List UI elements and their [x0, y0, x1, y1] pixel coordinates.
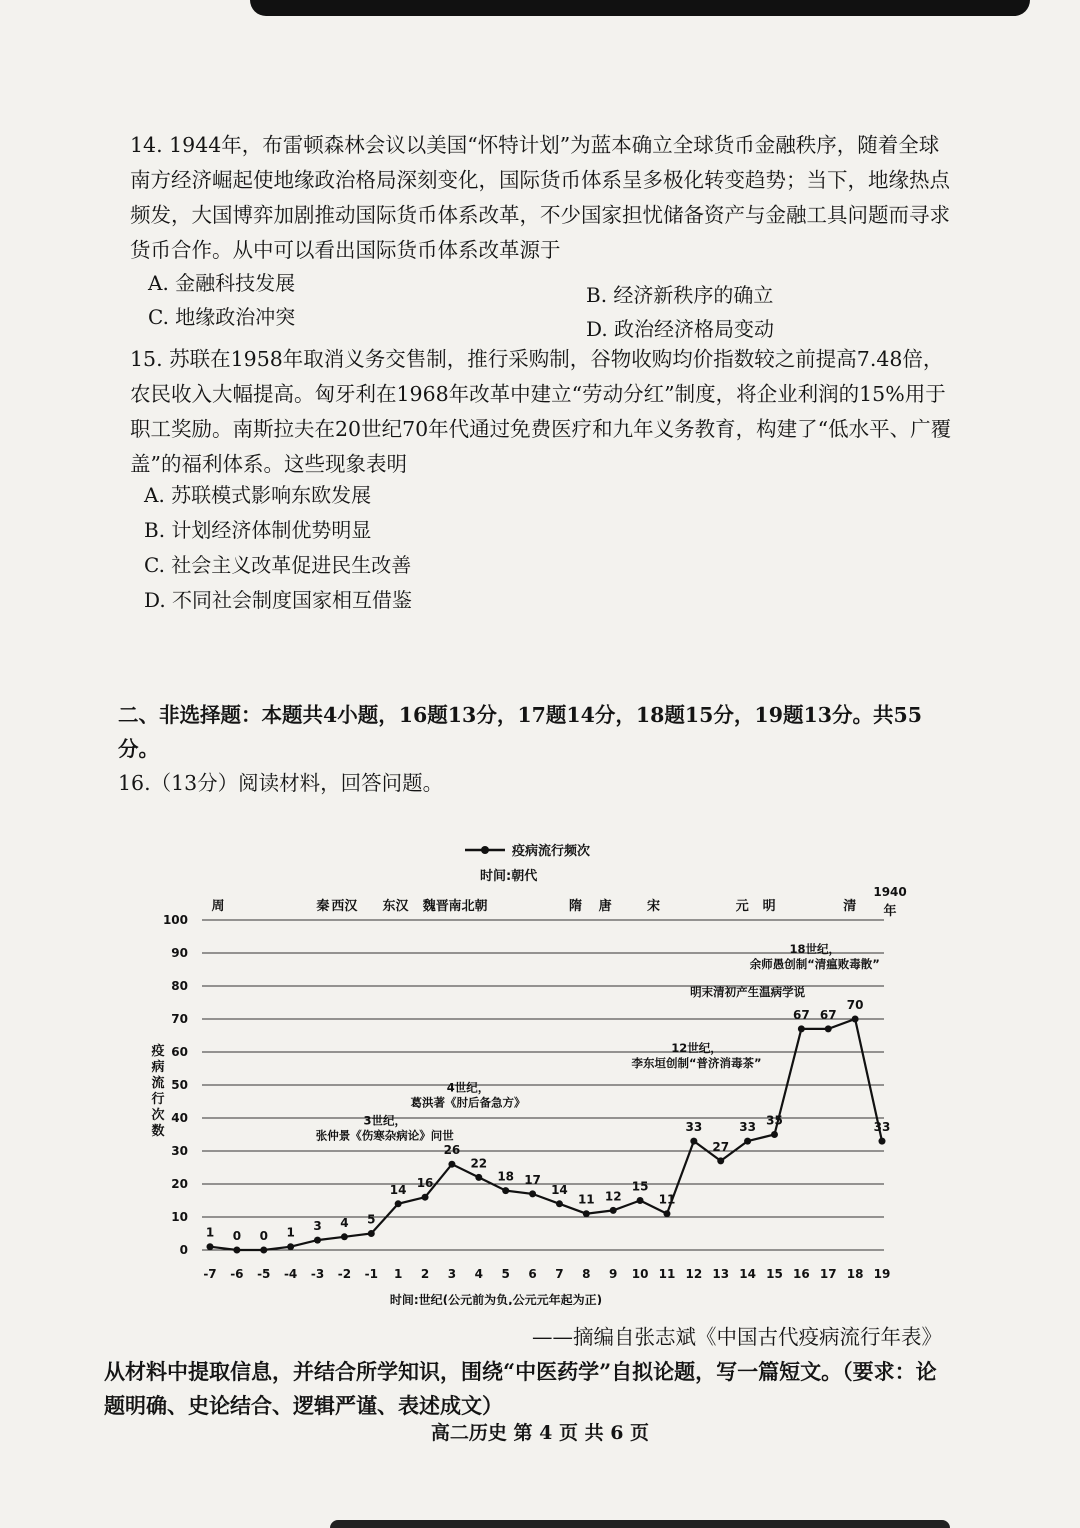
- data-label: 35: [766, 1113, 783, 1128]
- data-point: [583, 1210, 590, 1217]
- q14-option-c: C. 地缘政治冲突: [148, 305, 296, 329]
- annotation-zhang-zhongjing-line: 3世纪，: [363, 1113, 406, 1128]
- dynasty-label: 唐: [598, 899, 612, 914]
- data-label: 26: [443, 1143, 461, 1158]
- dynasty-label: 南北朝: [448, 899, 488, 914]
- data-point: [395, 1200, 402, 1207]
- y-axis-label-char: 次: [151, 1108, 165, 1123]
- q14-option-d: D. 政治经济格局变动: [586, 317, 775, 341]
- data-label: 33: [739, 1120, 756, 1135]
- y-axis-label-char: 数: [151, 1124, 165, 1139]
- q15-option-a: A. 苏联模式影响东欧发展: [144, 483, 372, 507]
- y-tick-label: 40: [171, 1111, 188, 1125]
- data-point: [879, 1138, 886, 1145]
- data-label: 4: [340, 1215, 349, 1230]
- legend-marker: [481, 846, 489, 854]
- annotation-yu-shiyu-line: 18世纪，: [789, 942, 841, 956]
- data-point: [529, 1190, 536, 1197]
- annotation-li-dongyuan-line: 李东垣创制“普济消毒茶”: [631, 1056, 762, 1070]
- data-label: 33: [873, 1120, 891, 1135]
- x-tick-label: 19: [873, 1267, 891, 1281]
- data-label: 11: [658, 1192, 676, 1207]
- dynasty-label: 宋: [647, 899, 661, 914]
- data-point: [233, 1247, 240, 1254]
- data-label: 12: [604, 1189, 622, 1204]
- data-label: 15: [631, 1179, 649, 1194]
- data-label: 5: [367, 1212, 376, 1227]
- data-point: [341, 1233, 348, 1240]
- data-label: 17: [524, 1172, 541, 1187]
- legend-label: 疫病流行频次: [512, 844, 591, 859]
- dynasty-label: 秦: [316, 899, 330, 914]
- y-tick-label: 70: [171, 1012, 188, 1026]
- x-tick-label: 15: [766, 1267, 783, 1281]
- x-axis-label: 时间:世纪(公元前为负,公元元年起为正): [389, 1293, 603, 1305]
- x-tick-label: 14: [739, 1267, 756, 1281]
- dynasty-label: 隋: [569, 899, 583, 914]
- data-label: 27: [712, 1139, 730, 1154]
- y-tick-label: 30: [171, 1144, 188, 1158]
- data-point: [314, 1237, 321, 1244]
- data-point: [368, 1230, 375, 1237]
- data-label: 67: [793, 1007, 810, 1022]
- q15-option-c: C. 社会主义改革促进民生改善: [144, 553, 412, 577]
- x-tick-label: 5: [501, 1267, 510, 1281]
- y-tick-label: 60: [171, 1045, 188, 1059]
- dynasty-label: 魏晋: [422, 899, 449, 914]
- x-tick-label: 7: [555, 1267, 564, 1281]
- data-label: 14: [551, 1182, 568, 1197]
- data-point: [637, 1197, 644, 1204]
- data-point: [744, 1138, 751, 1145]
- dynasty-label: 西汉: [331, 899, 358, 914]
- q16-heading: 16.（13分）阅读材料，回答问题。: [118, 771, 444, 795]
- dynasty-label: 元: [735, 899, 749, 914]
- data-label: 22: [470, 1156, 488, 1171]
- y-tick-label: 80: [171, 979, 188, 993]
- annotation-ge-hong-line: 葛洪著《肘后备急方》: [410, 1095, 526, 1110]
- scan-top-shadow: [250, 0, 1030, 16]
- section2-title: 二、非选择题：本题共4小题，16题13分，17题14分，18题15分，19题13分。共55分。: [118, 703, 923, 761]
- dynasty-label: 东汉: [382, 899, 409, 914]
- data-label: 1: [205, 1225, 215, 1240]
- data-point: [610, 1207, 617, 1214]
- data-label: 0: [232, 1229, 242, 1243]
- epidemic-chart-svg: [120, 830, 920, 1305]
- dynasty-label: 清: [843, 899, 857, 914]
- data-point: [556, 1200, 563, 1207]
- scan-bottom-shadow: [330, 1520, 950, 1528]
- dynasty-label: 明: [762, 899, 776, 914]
- data-point: [771, 1131, 778, 1138]
- x-tick-label: -3: [310, 1267, 325, 1281]
- y-tick-label: 0: [179, 1243, 188, 1257]
- data-point: [475, 1174, 482, 1181]
- q14-option-a: A. 金融科技发展: [148, 271, 296, 295]
- data-point: [287, 1243, 294, 1250]
- x-tick-label: -4: [283, 1267, 298, 1281]
- x-tick-label: -5: [257, 1267, 271, 1281]
- page-footer: 高二历史 第 4 页 共 6 页: [430, 1422, 650, 1444]
- data-label: 3: [313, 1219, 322, 1234]
- data-point: [825, 1025, 832, 1032]
- data-label: 33: [685, 1120, 703, 1135]
- dynasty-label: 1940: [873, 885, 907, 899]
- data-point: [260, 1247, 267, 1254]
- q14-option-b: B. 经济新秩序的确立: [586, 283, 774, 307]
- y-tick-label: 50: [171, 1078, 188, 1092]
- x-tick-label: 6: [528, 1267, 537, 1281]
- data-label: 16: [416, 1176, 434, 1191]
- x-tick-label: 12: [685, 1267, 703, 1281]
- x-tick-label: 13: [712, 1267, 730, 1281]
- q15-option-b: B. 计划经济体制优势明显: [144, 518, 372, 542]
- data-point: [502, 1187, 509, 1194]
- annotation-wenbing-line: 明末清初产生温病学说: [690, 984, 806, 999]
- data-point: [422, 1194, 429, 1201]
- annotation-li-dongyuan-line: 12世纪，: [671, 1041, 722, 1055]
- x-tick-label: 18: [846, 1267, 864, 1281]
- x-tick-label: 4: [474, 1267, 483, 1281]
- x-tick-label: 1: [393, 1267, 403, 1281]
- q15-stem: 15. 苏联在1958年取消义务交售制，推行采购制，谷物收购均价指数较之前提高7.48倍，农民收入大幅提高。匈牙利在1968年改革中建立“劳动分红”制度，将企业利润的15%用于职工奖励。南斯拉夫在20世纪70年代通过免费医疗和九年义务教育，构建了“低水平、广覆盖”的福利体系。这些现象表明: [130, 347, 952, 476]
- x-tick-label: 9: [609, 1267, 618, 1281]
- data-point: [448, 1161, 455, 1168]
- data-label: 70: [846, 998, 864, 1012]
- y-tick-label: 90: [171, 946, 188, 960]
- data-label: 0: [259, 1229, 268, 1243]
- q16-task: 从材料中提取信息，并结合所学知识，围绕“中医药学”自拟论题，写一篇短文。（要求：论题明确、史论结合、逻辑严谨、表述成文）: [104, 1359, 937, 1418]
- data-label: 18: [497, 1169, 515, 1184]
- data-label: 11: [577, 1192, 595, 1207]
- annotation-ge-hong-line: 4世纪，: [446, 1080, 490, 1095]
- data-point: [690, 1138, 697, 1145]
- y-tick-label: 100: [162, 913, 188, 927]
- dynasty-label: 年: [883, 904, 897, 919]
- data-point: [207, 1243, 214, 1250]
- data-label: 14: [389, 1182, 407, 1197]
- y-tick-label: 20: [171, 1177, 188, 1191]
- data-point: [798, 1025, 805, 1032]
- x-tick-label: -1: [364, 1267, 378, 1281]
- annotation-zhang-zhongjing-line: 张仲景《伤寒杂病论》问世: [315, 1128, 454, 1143]
- x-tick-label: 10: [631, 1267, 649, 1281]
- series-line: [210, 1019, 882, 1250]
- y-axis-label-char: 流: [151, 1076, 165, 1091]
- x-tick-label: 16: [793, 1267, 810, 1281]
- data-point: [717, 1157, 724, 1164]
- x-tick-label: -6: [230, 1267, 244, 1281]
- chart-source: ——摘编自张志斌《中国古代疫病流行年表》: [532, 1325, 942, 1349]
- x-tick-label: 3: [447, 1267, 457, 1281]
- x-tick-label: 11: [658, 1267, 676, 1281]
- data-point: [663, 1210, 670, 1217]
- data-label: 1: [286, 1225, 295, 1240]
- q15-option-d: D. 不同社会制度国家相互借鉴: [144, 588, 413, 612]
- data-label: 67: [819, 1007, 837, 1022]
- x-tick-label: 17: [819, 1267, 837, 1281]
- x-tick-label: 8: [582, 1267, 591, 1281]
- top-axis-title: 时间:朝代: [480, 869, 538, 884]
- q14-stem: 14. 1944年，布雷顿森林会议以美国“怀特计划”为蓝本确立全球货币金融秩序，随着全球南方经济崛起使地缘政治格局深刻变化，国际货币体系呈多极化转变趋势；当下，地缘热点频发，大国博弈加剧推动国际货币体系改革，不少国家担忧储备资产与金融工具问题而寻求货币合作。从中可以看出国际货币体系改革源于: [130, 133, 950, 262]
- annotation-yu-shiyu-line: 余师愚创制“清瘟败毒散”: [749, 957, 880, 971]
- x-tick-label: -2: [337, 1267, 352, 1281]
- y-axis-label-char: 行: [151, 1092, 165, 1107]
- y-axis-label-char: 疫: [151, 1044, 165, 1059]
- dynasty-label: 周: [211, 899, 225, 914]
- x-tick-label: -7: [203, 1267, 217, 1281]
- x-tick-label: 2: [420, 1267, 430, 1281]
- y-axis-label-char: 病: [151, 1060, 165, 1075]
- data-point: [852, 1016, 859, 1023]
- y-tick-label: 10: [171, 1210, 188, 1224]
- epidemic-chart: [120, 830, 920, 1305]
